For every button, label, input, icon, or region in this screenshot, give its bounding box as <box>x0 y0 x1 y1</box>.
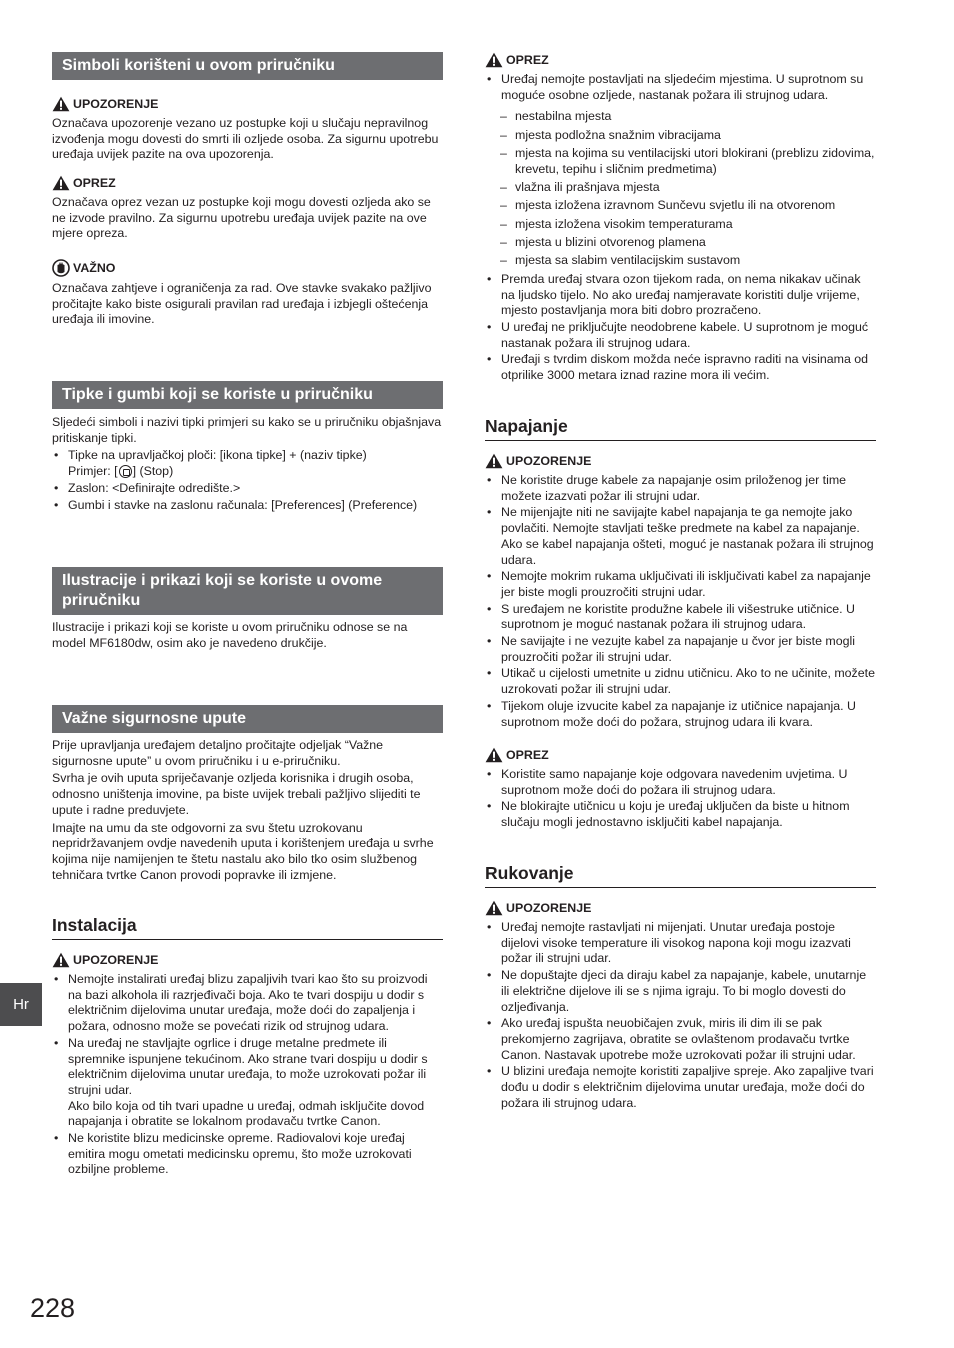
list-item: – mjesta na kojima su ventilacijski utori blokirani (preblizu zidovima, krevetu, tepihu i sličnim predmetima) <box>485 146 876 177</box>
section-heading-power: Napajanje <box>485 415 876 441</box>
safety-block <box>52 738 443 883</box>
list-item: • Tipke na upravljačkoj ploči: [ikona tipke] + (naziv tipke) Primjer: [ ] (Stop) <box>52 448 443 479</box>
list-item: • Nemojte mokrim rukama uključivati ili isključivati kabel za napajanje jer biste mogli prouzročiti strujni udar. <box>485 569 876 600</box>
list-item: • Uređaj nemojte postavljati na sljedećim mjestima. U suprotnom su moguće osobne ozljede, nastanak požara ili strujnog udara. <box>485 72 876 103</box>
list-item: • Gumbi i stavke na zaslonu računala: [Preferences] (Preference) <box>52 498 443 514</box>
power-block <box>485 453 876 731</box>
list-item: • Ne koristite druge kabele za napajanje osim priloženog jer time možete izazvati požar ili strujni udar. <box>485 473 876 504</box>
list-item: – mjesta izložena izravnom Sunčevu svjetlu ili na otvorenom <box>485 198 876 214</box>
list-item: • Tijekom oluje izvucite kabel za napajanje iz utičnice napajanja. U suprotnom može doći do požara, strujnog udara ili kvara. <box>485 699 876 730</box>
warning-icon <box>52 175 70 191</box>
warning-label <box>52 96 443 112</box>
list-item: • Uređaj nemojte rastavljati ni mijenjati. Unutar uređaja postoje dijelovi visoke temperature ili visokog napona koji mogu izazvati požar ili strujni udar. <box>485 920 876 967</box>
symbols-important-block <box>52 259 443 328</box>
stop-key-icon <box>119 465 132 478</box>
illustrations-text: Ilustracije i prikazi koji se koriste u ovom priručniku odnose se na model MF6180dw, osim ako je navedeno drukčije. <box>52 620 408 650</box>
list-item: • Premda uređaj stvara ozon tijekom rada, on nema nikakav učinak na ljudsko tijelo. No ako uređaj namjeravate koristiti dulje vrijeme, mjesto postavljanja mora biti dobro prozračeno. <box>485 272 876 319</box>
section-title-symbols: Simboli korišteni u ovom priručniku <box>52 52 443 80</box>
list-item: • Ne koristite blizu medicinske opreme. Radiovalovi koje uređaj emitira mogu ometati medicinsku opremu, što može uzrokovati ozbiljne probleme. <box>52 1131 443 1178</box>
list-item: • Na uređaj ne stavljajte ogrlice i druge metalne predmete ili spremnike ispunjene tekućinom. Ako strane tvari dospiju u dodir s električnim dijelovima unutar uređaja, to može uzrokovati požar ili strujni udar. Ako bilo koja od tih tvari upadne u uređaj, odmah isključite dovod napajanja i obratite se lokalnom prodavaču tvrtke Canon. <box>52 1036 443 1130</box>
safety-paragraph-1: Prije upravljanja uređajem detaljno pročitajte odjeljak “Važne sigurnosne upute” u ovom priručniku i u e-priručniku. <box>52 738 384 768</box>
placement-list <box>485 72 876 103</box>
caution-label <box>485 52 876 68</box>
section-title-safety: Važne sigurnosne upute <box>52 705 443 733</box>
important-label-text: VAŽNO <box>73 261 116 275</box>
warning-label-text: UPOZORENJE <box>73 97 159 111</box>
power-caution-list <box>485 767 876 831</box>
caution-description: Označava oprez vezan uz postupke koji mogu dovesti ozljeda ako se ne izvode pravilno. Za sigurnu upotrebu uređaja uvijek pazite na ove mjere opreza. <box>52 195 431 241</box>
handling-block <box>485 900 876 1112</box>
warning-icon <box>52 952 70 968</box>
warning-label-text: UPOZORENJE <box>506 901 592 915</box>
safety-paragraph-3: Imajte na umu da ste odgovorni za svu štetu uzrokovanu nepridržavanjem ovdje navedenih uputa i korištenjem uređaja u svrhe kojima nije namijenjen te štetu nastalu ako bilo tko osim službenog tehničara tvrtke Canon provodi popravke ili izmjene. <box>52 820 434 882</box>
placement-caution-block <box>485 52 876 385</box>
list-item: • Ne savijajte i ne vezujte kabel za napajanje u čvor jer biste mogli prouzročiti požar ili strujni udar. <box>485 634 876 665</box>
keys-block <box>52 415 443 514</box>
symbols-warning-block <box>52 96 443 163</box>
section-title-illustrations: Ilustracije i prikazi koji se koriste u ovome priručniku <box>52 567 443 615</box>
caution-label-text: OPREZ <box>506 53 549 67</box>
section-heading-handling: Rukovanje <box>485 862 876 888</box>
section-title-keys: Tipke i gumbi koji se koriste u priručniku <box>52 381 443 409</box>
warning-icon <box>485 453 503 469</box>
warning-icon <box>485 747 503 763</box>
power-warning-list <box>485 473 876 730</box>
list-item: • U blizini uređaja nemojte koristiti zapaljive spreje. Ako zapaljive tvari dođu u dodir s električnim dijelovima unutar uređaja, može doći do požara ili strujnog udara. <box>485 1064 876 1111</box>
warning-label-text: UPOZORENJE <box>73 953 159 967</box>
warning-icon <box>485 52 503 68</box>
warning-label <box>52 952 443 968</box>
section-heading-installation: Instalacija <box>52 914 443 940</box>
installation-block <box>52 952 443 1179</box>
list-item: – mjesta podložna snažnim vibracijama <box>485 128 876 144</box>
important-label <box>52 259 443 277</box>
page-number: 228 <box>30 1293 76 1323</box>
keys-intro: Sljedeći simboli i nazivi tipki primjeri su kako se u priručniku objašnjava pritiskanje tipki. <box>52 415 442 445</box>
handling-list <box>485 920 876 1111</box>
list-item: • Nemojte instalirati uređaj blizu zapaljivih tvari kao što su proizvodi na bazi alkohola ili razrjeđivači boja. Ako te tvari dospiju u dodir s električnim dijelovima unutar uređaja, može doći do zapaljenja i požara, odnosno može se povećati rizik od strujnog udara. <box>52 972 443 1035</box>
list-item: • S uređajem ne koristite produžne kabele ili višestruke utičnice. U suprotnom je moguć nastanak požara ili strujnog udara. <box>485 602 876 633</box>
places-list <box>485 109 876 268</box>
list-item: • Utikač u cijelosti umetnite u zidnu utičnicu. Ako to ne učinite, možete uzrokovati požar ili strujni udar. <box>485 666 876 697</box>
list-item: • Ako uređaj ispušta neuobičajen zvuk, miris ili dim ili se pak prekomjerno zagrijava, obratite se ovlaštenom prodavaču tvrtke Canon. Nastavak upotrebe može uzrokovati požar ili strujni udar. <box>485 1016 876 1063</box>
caution-label <box>52 175 443 191</box>
list-item: – nestabilna mjesta <box>485 109 876 125</box>
warning-label <box>485 453 876 469</box>
power-caution-block <box>485 747 876 832</box>
important-icon <box>52 259 70 277</box>
list-item: – vlažna ili prašnjava mjesta <box>485 180 876 196</box>
symbols-caution-block <box>52 175 443 242</box>
caution-other-list <box>485 272 876 384</box>
list-item: – mjesta u blizini otvorenog plamena <box>485 235 876 251</box>
installation-list <box>52 972 443 1178</box>
list-item: – mjesta sa slabim ventilacijskim sustavom <box>485 253 876 269</box>
caution-label <box>485 747 876 763</box>
safety-paragraph-2: Svrha je ovih uputa spriječavanje ozljeda korisnika i drugih osoba, odnosno uništenja imovine, pa biste uvijek trebali pažljivo slijediti te upute i radne preduvjete. <box>52 771 421 817</box>
warning-label-text: UPOZORENJE <box>506 454 592 468</box>
list-item: • Koristite samo napajanje koje odgovara navedenim uvjetima. U suprotnom može doći do požara ili strujnog udara. <box>485 767 876 798</box>
list-item: • Uređaji s tvrdim diskom možda neće ispravno raditi na visinama od otprilike 3000 metara iznad razine mora ili većim. <box>485 352 876 383</box>
keys-list <box>52 448 443 513</box>
warning-icon <box>485 900 503 916</box>
illustrations-block <box>52 620 443 651</box>
warning-description: Označava upozorenje vezano uz postupke koji u slučaju nepravilnog izvođenja mogu dovesti do smrti ili ozljede osoba. Za sigurnu upotrebu uređaja uvijek pazite na ova upozorenja. <box>52 116 439 162</box>
list-item: • Zaslon: <Definirajte odredište.> <box>52 481 443 497</box>
list-item: • Ne blokirajte utičnicu u koju je uređaj uključen da biste u hitnom slučaju mogli jednostavno isključiti kabel napajanja. <box>485 799 876 830</box>
caution-label-text: OPREZ <box>73 176 116 190</box>
list-item: • Ne dopuštajte djeci da diraju kabel za napajanje, kabele, unutarnje ili električne dijelove ili se s njima igraju. To bi moglo dovesti do ozljeđivanja. <box>485 968 876 1015</box>
important-description: Označava zahtjeve i ograničenja za rad. Ove stavke svakako pažljivo pročitajte kako biste osigurali pravilan rad uređaja i izbjegli oštećenja uređaja ili imovine. <box>52 281 432 327</box>
language-tab: Hr <box>0 983 42 1026</box>
warning-icon <box>52 96 70 112</box>
list-item: • U uređaj ne priključujte neodobrene kabele. U suprotnom je moguć nastanak požara ili strujnog udara. <box>485 320 876 351</box>
list-item: – mjesta izložena visokim temperaturama <box>485 217 876 233</box>
list-item: • Ne mijenjajte niti ne savijajte kabel napajanja te ga nemojte jako povlačiti. Nemojte stavljati teške predmete na kabel za napajanje. Ako se kabel napajanja ošteti, moguć je nastanak požara ili strujnog udara. <box>485 505 876 568</box>
caution-label-text: OPREZ <box>506 748 549 762</box>
warning-label <box>485 900 876 916</box>
